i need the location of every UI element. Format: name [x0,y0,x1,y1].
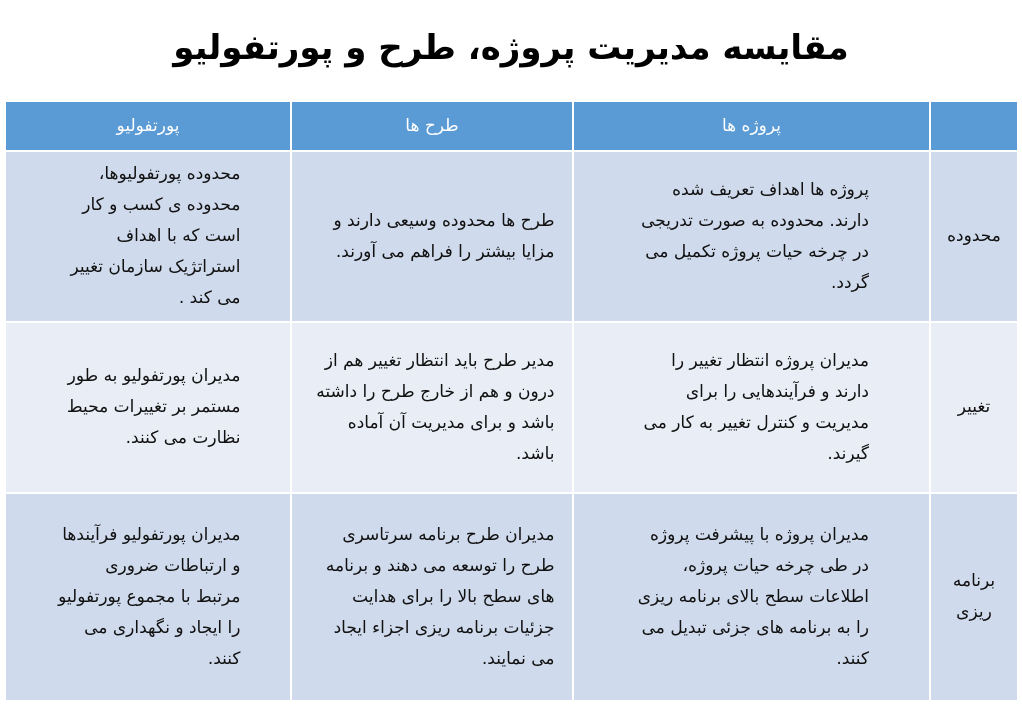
header-projects: پروژه ها [573,101,930,151]
header-portfolio: پورتفولیو [5,101,291,151]
cell-text: پروژه ها اهداف تعریف شده دارند. محدوده به صورت تدریجی در چرخه حیات پروژه تکمیل می گردد. [641,179,869,293]
header-corner [930,101,1018,151]
cell-text: محدوده پورتفولیوها، محدوده ی کسب و کار است که با اهداف استراتژیک سازمان تغییر می کند . [70,164,241,308]
page-title: مقایسه مدیریت پروژه، طرح و پورتفولیو [173,28,849,68]
cell-portfolio [5,151,291,322]
row-header-scope: محدوده [930,151,1018,322]
cell-projects [573,151,930,322]
cell-text: مدیر طرح باید انتظار تغییر هم از درون و هم از خارج طرح را داشته باشد و برای مدیریت آن آماده باشد. [316,350,555,464]
cell-portfolio [5,322,291,493]
cell-programs [291,493,573,701]
row-header-planning: برنامه ریزی [930,493,1018,701]
table-row [5,151,1018,322]
cell-text: مدیران پروژه انتظار تغییر را دارند و فرآیندهایی را برای مدیریت و کنترل تغییر به کار می گیرند. [643,350,869,464]
cell-portfolio [5,493,291,701]
table-row [5,493,1018,701]
cell-projects [573,493,930,701]
cell-programs [291,322,573,493]
header-programs: طرح ها [291,101,573,151]
table-header-row [5,101,1018,151]
cell-text: مدیران پروژه با پیشرفت پروژه در طی چرخه حیات پروژه، اطلاعات سطح بالای برنامه ریزی را به برنامه های جزئی تبدیل می کنند. [637,524,869,669]
row-header-change: تغییر [930,322,1018,493]
table-row [5,322,1018,493]
cell-text: مدیران پورتفولیو به طور مستمر بر تغییرات محیط نظارت می کنند. [66,366,241,448]
cell-text: مدیران پورتفولیو فرآیندها و ارتباطات ضروری مرتبط با مجموع پورتفولیو را ایجاد و نگهداری می کنند. [58,524,241,669]
cell-programs [291,151,573,322]
cell-projects [573,322,930,493]
cell-text: مدیران طرح برنامه سرتاسری طرح را توسعه می دهند و برنامه های سطح بالا را برای هدایت جزئیات برنامه ریزی اجزاء ایجاد می نمایند. [325,524,555,669]
cell-text: طرح ها محدوده وسیعی دارند و مزایا بیشتر را فراهم می آورند. [333,210,555,262]
comparison-table [4,100,1019,702]
